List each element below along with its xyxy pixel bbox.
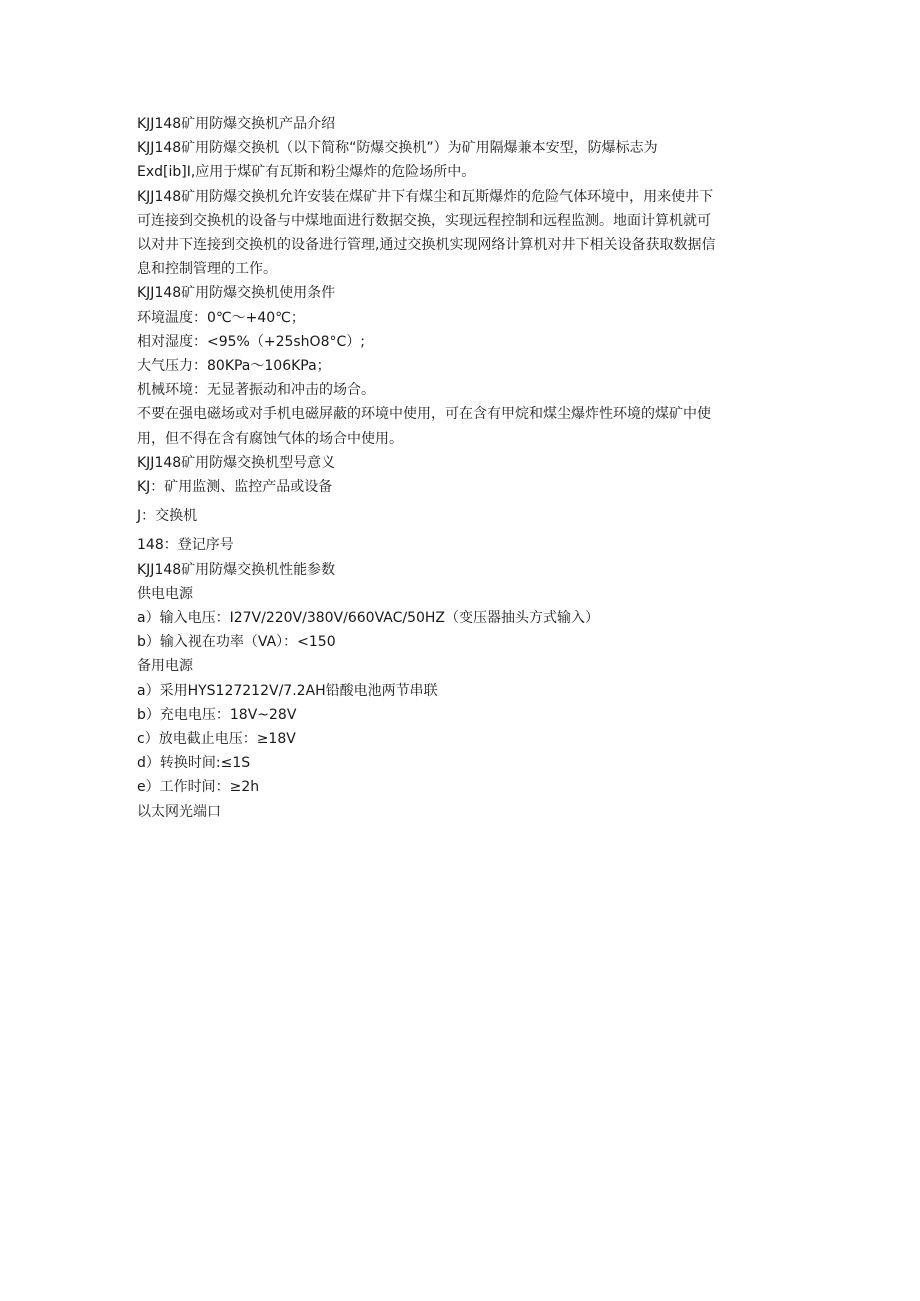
condition-line: 环境温度：0℃～+40℃； [137, 309, 305, 326]
intro-line: Exd[ib]I,应用于煤矿有瓦斯和粉尘爆炸的危险场所中。 [137, 164, 476, 181]
backup-line: b）充电电压：18V~28V [137, 706, 297, 723]
model-kj-line: KJ：矿用监测、监控产品或设备 [137, 479, 333, 496]
model-148-line: 148：登记序号 [137, 537, 234, 554]
model-heading: KJJ148矿用防爆交换机型号意义 [137, 454, 336, 471]
conditions-heading: KJJ148矿用防爆交换机使用条件 [137, 285, 336, 302]
backup-line: a）采用HYS127212V/7.2AH铅酸电池两节串联 [137, 682, 438, 699]
power-line: b）输入视在功率（VA）：<150 [137, 634, 336, 651]
document-body [137, 112, 787, 824]
power-line: a）输入电压：I27V∕220V∕380V∕660VAC∕50HZ（变压器抽头方式输入） [137, 610, 600, 627]
backup-heading: 备用电源 [137, 658, 193, 675]
backup-line: d）转换时间:≤1S [137, 755, 251, 772]
condition-line: 不要在强电磁场或对手机电磁屏蔽的环境中使用，可在含有甲烷和煤尘爆炸性环境的煤矿中使 [137, 406, 711, 423]
condition-line: 相对湿度：<95%（+25shO8°C）; [137, 333, 365, 350]
intro-line: 以对井下连接到交换机的设备进行管理,通过交换机实现网络计算机对井下相关设备获取数据信 [137, 237, 716, 254]
params-heading: KJJ148矿用防爆交换机性能参数 [137, 561, 336, 578]
intro-line: 可连接到交换机的设备与中煤地面进行数据交换，实现远程控制和远程监测。地面计算机就可 [137, 212, 711, 229]
backup-line: e）工作时间：≥2h [137, 779, 260, 796]
backup-line: c）放电截止电压：≥18V [137, 731, 296, 748]
power-heading: 供电电源 [137, 585, 193, 602]
ethernet-heading: 以太网光端口 [137, 803, 221, 820]
intro-line: KJJ148矿用防爆交换机允许安装在煤矿井下有煤尘和瓦斯爆炸的危险气体环境中，用来使井下 [137, 188, 714, 205]
condition-line: 用，但不得在含有腐蚀气体的场合中使用。 [137, 430, 403, 447]
document-title: KJJ148矿用防爆交换机产品介绍 [137, 116, 336, 132]
condition-line: 大气压力：80KPa～106KPa； [137, 358, 331, 375]
intro-line: 息和控制管理的工作。 [137, 261, 277, 278]
intro-line: KJJ148矿用防爆交换机（以下简称“防爆交换机”）为矿用隔爆兼本安型，防爆标志为 [137, 140, 658, 157]
model-j-line: J：交换机 [137, 508, 198, 525]
condition-line: 机械环境：无显著振动和冲击的场合。 [137, 382, 375, 399]
